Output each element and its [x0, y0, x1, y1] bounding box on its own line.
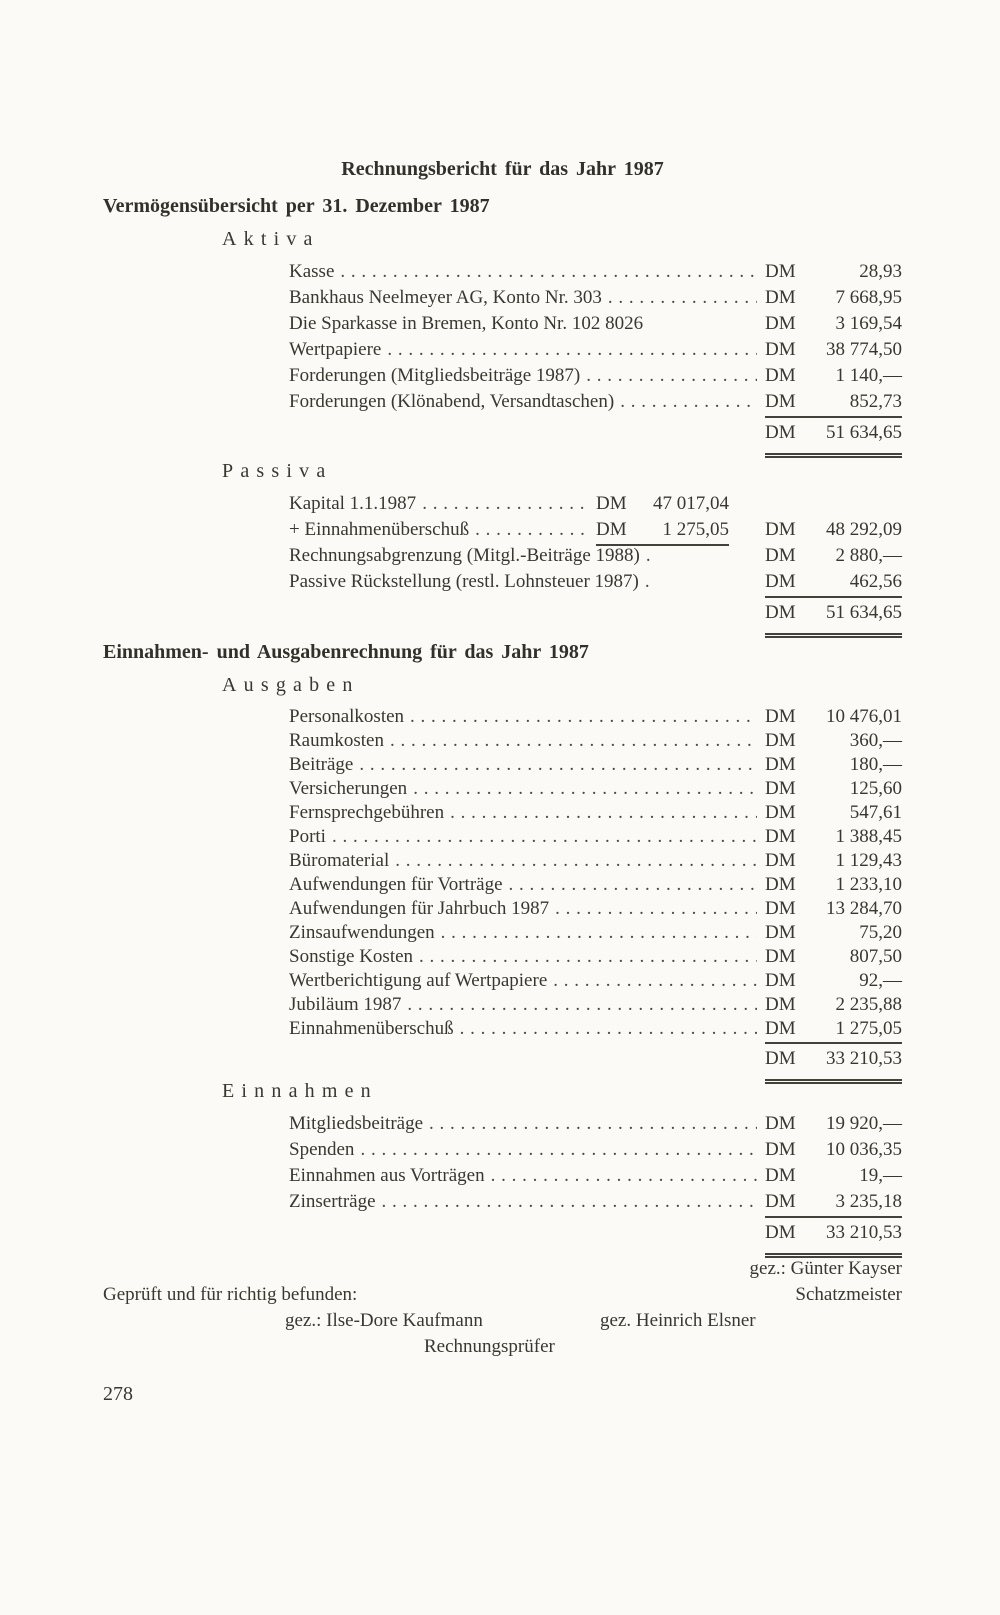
subtotal-amount: [765, 517, 902, 543]
row-amount: [765, 801, 902, 825]
currency-label: DM: [765, 706, 796, 727]
ledger-row: [289, 825, 902, 849]
ledger-row: [289, 993, 902, 1017]
row-amount: [765, 921, 902, 945]
row-amount: [765, 777, 902, 801]
row-amount: [765, 897, 902, 921]
dot-leader: [387, 337, 757, 363]
row-amount: [765, 1017, 902, 1044]
aktiva-rows: [289, 259, 902, 458]
amount-value: 1 275,05: [662, 519, 729, 540]
row-amount: [765, 363, 902, 389]
amount-value: 547,61: [849, 802, 902, 823]
amount-value: 13 284,70: [826, 898, 902, 919]
audit-note: Geprüft und für richtig befunden:: [103, 1284, 358, 1305]
row-label: Versicherungen: [289, 778, 408, 799]
row-label: Wertberichtigung auf Wertpapiere: [289, 970, 548, 991]
passiva-rows: [289, 491, 902, 638]
auditor-signatures: [103, 1308, 902, 1334]
amount-value: 2 235,88: [835, 994, 902, 1015]
report-title: Rechnungsbericht für das Jahr 1987: [341, 158, 664, 180]
audit-line: [103, 1282, 902, 1308]
row-label: Kapital 1.1.1987: [289, 493, 417, 514]
amount-value: 1 275,05: [835, 1018, 902, 1039]
currency-label: DM: [765, 874, 796, 895]
currency-label: DM: [765, 571, 796, 592]
currency-label: DM: [765, 778, 796, 799]
dot-leader: [450, 801, 757, 825]
currency-label: DM: [765, 970, 796, 991]
currency-label: DM: [765, 994, 796, 1015]
currency-label: DM: [765, 1191, 796, 1212]
row-label: Einnahmen aus Vorträgen: [289, 1165, 485, 1186]
ledger-row: [289, 729, 902, 753]
signature-block: [103, 1256, 902, 1360]
spacer: [289, 1222, 765, 1258]
report-subtitle: Vermögensübersicht per 31. Dezember 1987: [103, 195, 490, 217]
row-label: Porti: [289, 826, 326, 847]
currency-label: DM: [765, 365, 796, 386]
row-label: Personalkosten: [289, 706, 405, 727]
row-amount: [765, 705, 902, 729]
statement-heading: Einnahmen- und Ausgabenrechnung für das Jahr 1987: [103, 641, 589, 663]
row-amount: [765, 569, 902, 598]
row-amount: [765, 259, 902, 285]
ledger-row: [289, 1137, 902, 1163]
row-amount: [765, 969, 902, 993]
section-heading-passiva: Passiva: [222, 460, 333, 482]
currency-label: DM: [765, 802, 796, 823]
currency-label: DM: [765, 826, 796, 847]
dot-leader: [555, 897, 757, 921]
currency-label: DM: [765, 898, 796, 919]
row-amount: [765, 311, 902, 337]
amount-value: 33 210,53: [826, 1222, 902, 1243]
amount-value: 852,73: [849, 391, 902, 412]
amount-value: 462,56: [849, 571, 902, 592]
row-label: Wertpapiere: [289, 339, 382, 360]
row-label: Forderungen (Klönabend, Versandtaschen): [289, 391, 615, 412]
amount-value: 125,60: [849, 778, 902, 799]
currency-label: DM: [765, 602, 796, 623]
currency-label: DM: [765, 922, 796, 943]
dot-leader: [645, 569, 757, 595]
ledger-row: [289, 801, 902, 825]
row-amount: [765, 849, 902, 873]
row-amount: [765, 1111, 902, 1137]
total-amount: [765, 602, 902, 638]
total-amount: [765, 422, 902, 458]
amount-value: 180,—: [849, 754, 902, 775]
row-amount: [765, 337, 902, 363]
amount-value: 51 634,65: [826, 422, 902, 443]
auditor-signature-1: gez.: Ilse-Dore Kaufmann: [285, 1310, 483, 1331]
auditor-role: Rechnungsprüfer: [424, 1336, 555, 1357]
spacer: [289, 602, 765, 638]
amount-value: 75,20: [859, 922, 902, 943]
ledger-row: [289, 285, 902, 311]
row-amount: [765, 945, 902, 969]
auditor-signature-2: gez. Heinrich Elsner: [600, 1310, 756, 1331]
dot-leader: [608, 285, 757, 311]
dot-leader: [340, 259, 757, 285]
row-label: Bankhaus Neelmeyer AG, Konto Nr. 303: [289, 287, 602, 308]
amount-value: 92,—: [859, 970, 902, 991]
treasurer-signature: gez.: Günter Kayser: [749, 1258, 902, 1279]
ledger-row: [289, 543, 902, 569]
amount-value: 10 036,35: [826, 1139, 902, 1160]
row-label: Aufwendungen für Jahrbuch 1987: [289, 898, 550, 919]
amount-value: 51 634,65: [826, 602, 902, 623]
section-aktiva: [103, 226, 902, 458]
row-label: Kasse: [289, 261, 335, 282]
dot-leader: [332, 825, 757, 849]
ledger-row: [289, 569, 902, 595]
row-amount: [765, 1137, 902, 1163]
row-label: Zinserträge: [289, 1191, 376, 1212]
currency-label: DM: [765, 1222, 796, 1243]
ledger-row: [289, 897, 902, 921]
row-label: Forderungen (Mitgliedsbeiträge 1987): [289, 365, 581, 386]
row-amount: [765, 543, 902, 569]
dot-leader: [390, 729, 757, 753]
dot-leader: [429, 1111, 757, 1137]
currency-label: DM: [765, 730, 796, 751]
section-ausgaben: [103, 672, 902, 1084]
row-label: Rechnungsabgrenzung (Mitgl.-Beiträge 1988): [289, 545, 640, 566]
amount-value: 1 129,43: [835, 850, 902, 871]
ledger-row: [289, 753, 902, 777]
row-label: Raumkosten: [289, 730, 384, 751]
section-passiva: [103, 458, 902, 638]
row-label: Spenden: [289, 1139, 355, 1160]
dot-leader: [491, 1163, 757, 1189]
amount-value: 2 880,—: [835, 545, 902, 566]
amount-value: 19,—: [859, 1165, 902, 1186]
row-amount: [765, 285, 902, 311]
total-row: [289, 1222, 902, 1258]
row-label: + Einnahmenüberschuß: [289, 519, 470, 540]
ledger-row: [289, 1017, 902, 1041]
dot-leader: [382, 1189, 757, 1215]
ausgaben-rows: [289, 705, 902, 1084]
currency-label: DM: [765, 1018, 796, 1039]
total-row: [289, 422, 902, 458]
amount-value: 28,93: [859, 261, 902, 282]
section-heading-aktiva: Aktiva: [222, 228, 320, 250]
ledger-row: [289, 1111, 902, 1137]
row-label: Büromaterial: [289, 850, 390, 871]
section-einnahmen: [103, 1078, 902, 1258]
row-label: Beiträge: [289, 754, 354, 775]
treasurer-role: Schatzmeister: [795, 1284, 902, 1305]
dot-leader: [413, 777, 757, 801]
row-label: Fernsprechgebühren: [289, 802, 445, 823]
row-label: Einnahmenüberschuß: [289, 1018, 454, 1039]
row-amount: [765, 1189, 902, 1218]
row-amount: [596, 517, 729, 546]
row-amount: [765, 873, 902, 897]
ledger-row: [289, 363, 902, 389]
dot-leader: [646, 543, 757, 569]
einnahmen-rows: [289, 1111, 902, 1258]
currency-label: DM: [765, 519, 796, 540]
row-amount: [765, 1163, 902, 1189]
total-amount: [765, 1222, 902, 1258]
row-label: Passive Rückstellung (restl. Lohnsteuer 1987): [289, 571, 639, 592]
ledger-row: [289, 389, 902, 415]
section-heading-ausgaben: Ausgaben: [222, 674, 360, 696]
amount-value: 360,—: [849, 730, 902, 751]
dot-leader: [620, 389, 757, 415]
amount-value: 19 920,—: [826, 1113, 902, 1134]
ledger-row: [289, 517, 902, 543]
dot-leader: [553, 969, 757, 993]
currency-label: DM: [765, 1139, 796, 1160]
amount-value: 1 233,10: [835, 874, 902, 895]
currency-label: DM: [765, 754, 796, 775]
currency-label: DM: [765, 1048, 796, 1069]
row-amount: [765, 729, 902, 753]
amount-value: 10 476,01: [826, 706, 902, 727]
ledger-row: [289, 969, 902, 993]
amount-value: 1 140,—: [835, 365, 902, 386]
dot-leader: [509, 873, 757, 897]
total-row: [289, 602, 902, 638]
row-label: Sonstige Kosten: [289, 946, 414, 967]
row-label: Jubiläum 1987: [289, 994, 402, 1015]
row-amount: [765, 753, 902, 777]
row-amount: [765, 825, 902, 849]
currency-label: DM: [765, 261, 796, 282]
currency-label: DM: [765, 1113, 796, 1134]
ledger-row: [289, 259, 902, 285]
ledger-row: [289, 705, 902, 729]
dot-leader: [359, 753, 757, 777]
dot-leader: [422, 491, 588, 517]
amount-value: 1 388,45: [835, 826, 902, 847]
currency-label: DM: [765, 313, 796, 334]
ledger-row: [289, 873, 902, 897]
ledger-row: [289, 849, 902, 873]
dot-leader: [586, 363, 757, 389]
currency-label: DM: [596, 493, 627, 514]
amount-value: 3 235,18: [835, 1191, 902, 1212]
amount-value: 33 210,53: [826, 1048, 902, 1069]
currency-label: DM: [765, 422, 796, 443]
dot-leader: [475, 517, 588, 543]
row-amount: [596, 491, 729, 517]
ledger-row: [289, 491, 902, 517]
dot-leader: [410, 705, 757, 729]
spacer: [289, 422, 765, 458]
dot-leader: [360, 1137, 757, 1163]
page-number: 278: [103, 1383, 133, 1405]
amount-value: 3 169,54: [835, 313, 902, 334]
row-amount: [765, 389, 902, 418]
amount-value: 48 292,09: [826, 519, 902, 540]
amount-value: 7 668,95: [835, 287, 902, 308]
ledger-row: [289, 1189, 902, 1215]
dot-leader: [460, 1017, 757, 1041]
row-label: Die Sparkasse in Bremen, Konto Nr. 102 8026: [289, 313, 644, 334]
dot-leader: [419, 945, 757, 969]
row-label: Mitgliedsbeiträge: [289, 1113, 424, 1134]
ledger-row: [289, 945, 902, 969]
ledger-row: [289, 1163, 902, 1189]
amount-value: 47 017,04: [653, 493, 729, 514]
ledger-row: [289, 921, 902, 945]
ledger-row: [289, 337, 902, 363]
row-amount: [765, 993, 902, 1017]
ledger-row: [289, 777, 902, 801]
row-label: Zinsaufwendungen: [289, 922, 435, 943]
row-label: Aufwendungen für Vorträge: [289, 874, 503, 895]
currency-label: DM: [765, 287, 796, 308]
amount-value: 38 774,50: [826, 339, 902, 360]
currency-label: DM: [765, 545, 796, 566]
currency-label: DM: [596, 519, 627, 540]
section-heading-einnahmen: Einnahmen: [222, 1080, 378, 1102]
dot-leader: [441, 921, 757, 945]
ledger-row: [289, 311, 902, 337]
amount-value: 807,50: [849, 946, 902, 967]
currency-label: DM: [765, 1165, 796, 1186]
dot-leader: [395, 849, 757, 873]
currency-label: DM: [765, 946, 796, 967]
currency-label: DM: [765, 339, 796, 360]
currency-label: DM: [765, 850, 796, 871]
dot-leader: [407, 993, 757, 1017]
currency-label: DM: [765, 391, 796, 412]
